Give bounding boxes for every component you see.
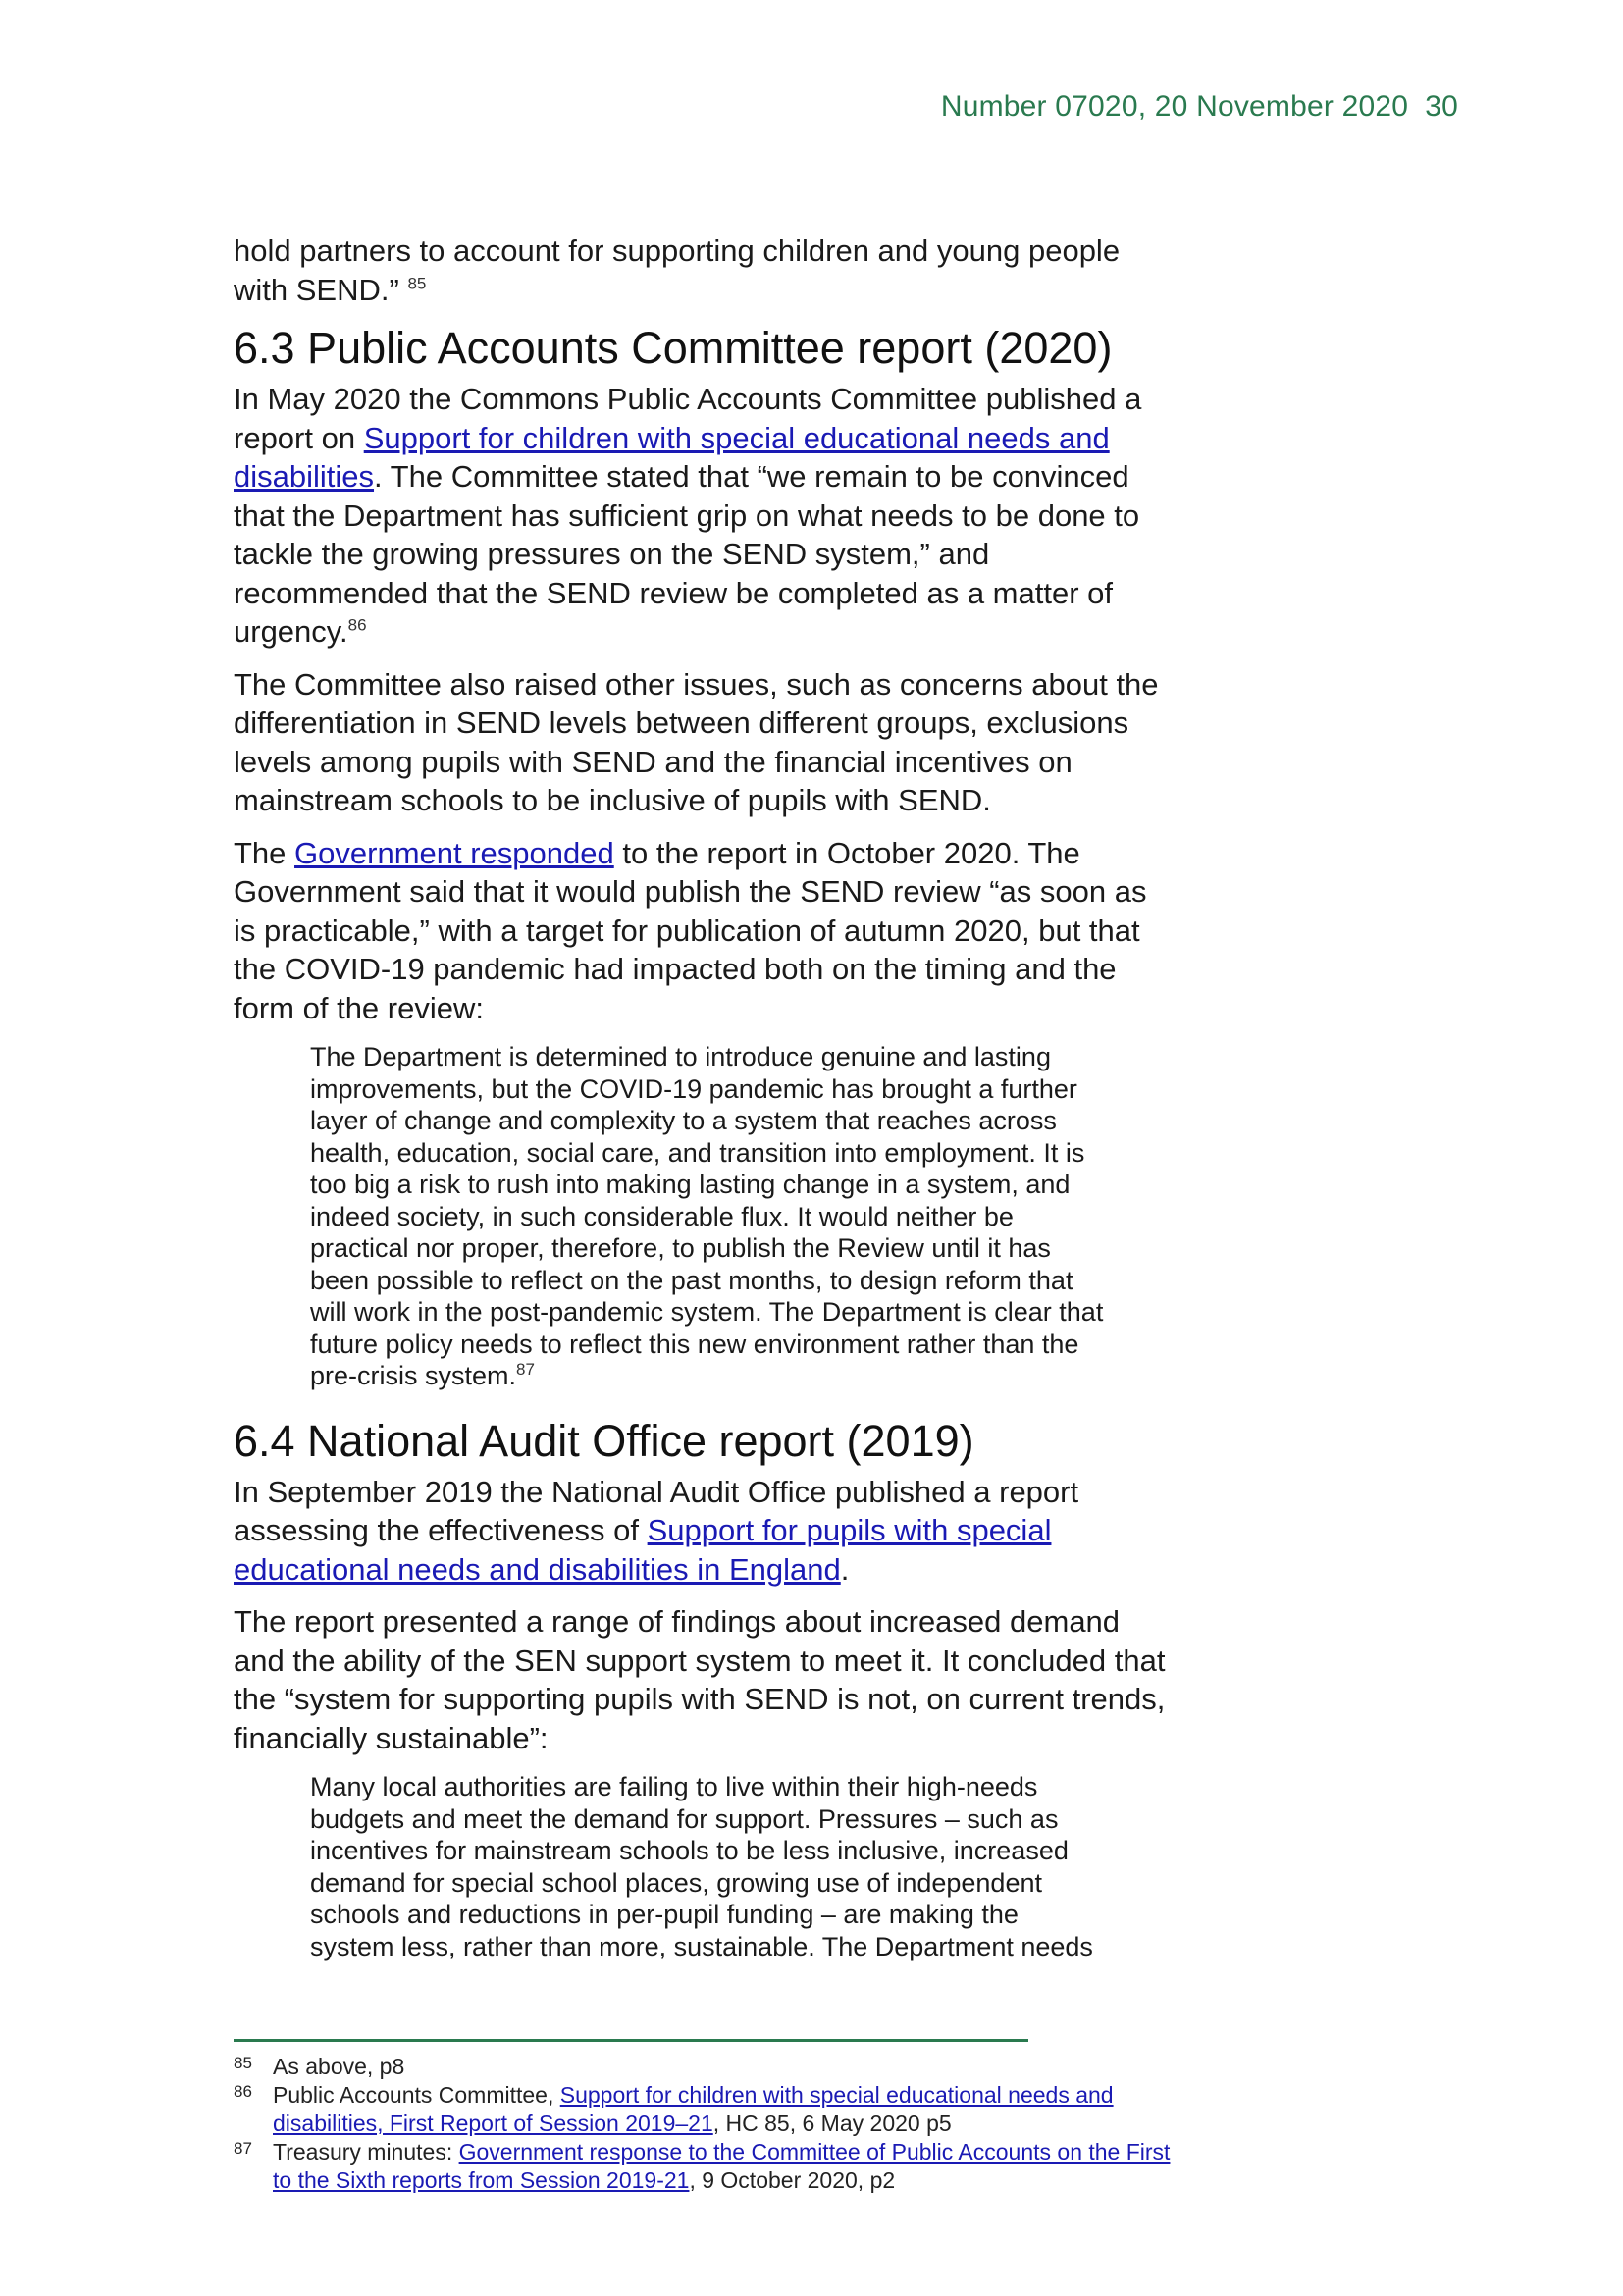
footnote-text: Treasury minutes: <box>273 2139 459 2165</box>
pac-quote-text: The Department is determined to introduce genuine and lasting improvements, but the COVID-19 pandemic has brought a further layer of change and complexity to a system that reaches across health, education, social care, and transition into employment. It is too big a risk to rush into making lasting change in a system, and indeed society, in such considerable flux. It would neither be practical nor proper, therefore, to publish the Review until it has been possible to reflect on the past months, to design reform that will work in the post-pandemic system. The Department is clear that future policy needs to reflect this new environment rather than the pre-crisis system. <box>310 1042 1104 1390</box>
body-text <box>234 232 1176 1986</box>
nao-quote-block <box>310 1771 1105 1962</box>
footnote-text: Public Accounts Committee, <box>273 2082 560 2108</box>
footnote-87 <box>234 2138 1176 2195</box>
intro-paragraph <box>234 232 1176 309</box>
footnote-link-treasury-minutes[interactable]: Government response to the Committee of Public Accounts on the First to the Sixth reports from Session 2019-21 <box>273 2139 1171 2193</box>
footnote-text-post: , 9 October 2020, p2 <box>689 2167 896 2193</box>
pac-p1-text-a: In May 2020 the Commons Public Accounts Committee published a report on <box>234 382 1142 455</box>
section-heading-6-4: 6.4 National Audit Office report (2019) <box>234 1415 974 1466</box>
page-number: 30 <box>1425 90 1458 123</box>
footnote-number: 86 <box>234 2082 252 2101</box>
footnote-ref-86[interactable]: 86 <box>347 615 367 635</box>
pac-p3-text-b: to the report in October 2020. The Government said that it would publish the SEND review “as soon as is practicable,” with a target for publication of autumn 2020, but that the COVID-19 pandemic had impacted both on the timing and the form of the review: <box>234 835 1147 1025</box>
pac-p3-text-a: The <box>234 835 295 870</box>
footnote-number: 87 <box>234 2139 252 2158</box>
footnote-ref-87[interactable]: 87 <box>516 1360 535 1379</box>
footnotes <box>234 2053 1176 2195</box>
pac-paragraph-3 <box>234 834 1176 1028</box>
footnote-divider <box>234 2039 1028 2042</box>
pac-p1-text-b: . The Committee stated that “we remain to be convinced that the Department has sufficient grip on what needs to be done to tackle the growing pressures on the SEND system,” and recommended that the SEND review be completed as a matter of urgency. <box>234 459 1140 649</box>
footnote-link-pac-report[interactable]: Support for children with special educational needs and disabilities, First Report of Session 2019–21 <box>273 2082 1114 2136</box>
pac-paragraph-1 <box>234 380 1176 652</box>
section-heading-6-3: 6.3 Public Accounts Committee report (2020) <box>234 323 1113 373</box>
nao-paragraph-1 <box>234 1473 1176 1590</box>
running-header <box>941 90 1458 124</box>
link-government-responded[interactable]: Government responded <box>294 835 614 870</box>
footnote-text: As above, p8 <box>273 2054 405 2079</box>
pac-quote-block <box>310 1041 1105 1392</box>
header-text: Number 07020, 20 November 2020 <box>940 90 1409 123</box>
footnote-85 <box>234 2053 1176 2081</box>
nao-paragraph-2: The report presented a range of findings about increased demand and the ability of the SEN support system to meet it. It concluded that the “system for supporting pupils with SEND is not, on current trends, financially sustainable”: <box>234 1604 1166 1755</box>
footnote-ref-85[interactable]: 85 <box>407 274 427 293</box>
link-support-children-send[interactable]: Support for children with special educational needs and disabilities <box>234 420 1110 494</box>
nao-p1-text-a: In September 2019 the National Audit Office published a report assessing the effectiveness of <box>234 1474 1079 1547</box>
footnote-86 <box>234 2081 1176 2138</box>
pac-paragraph-2: The Committee also raised other issues, such as concerns about the differentiation in SEND levels between different groups, exclusions levels among pupils with SEND and the financial incentives on mainstream schools to be inclusive of pupils with SEND. <box>234 666 1159 817</box>
nao-p1-text-b: . <box>840 1551 850 1587</box>
intro-text: hold partners to account for supporting children and young people with SEND.” <box>234 234 1121 307</box>
footnote-text-post: , HC 85, 6 May 2020 p5 <box>712 2111 952 2136</box>
footnote-number: 85 <box>234 2054 252 2072</box>
link-support-pupils-send-england[interactable]: Support for pupils with special educational needs and disabilities in England <box>234 1513 1052 1587</box>
nao-quote-text: Many local authorities are failing to live within their high-needs budgets and meet the demand for support. Pressures – such as incentives for mainstream schools to be less inclusive, increased demand for special school places, growing use of independent schools and reductions in per-pupil funding – are making the system less, rather than more, sustainable. The Department needs <box>310 1772 1093 1961</box>
